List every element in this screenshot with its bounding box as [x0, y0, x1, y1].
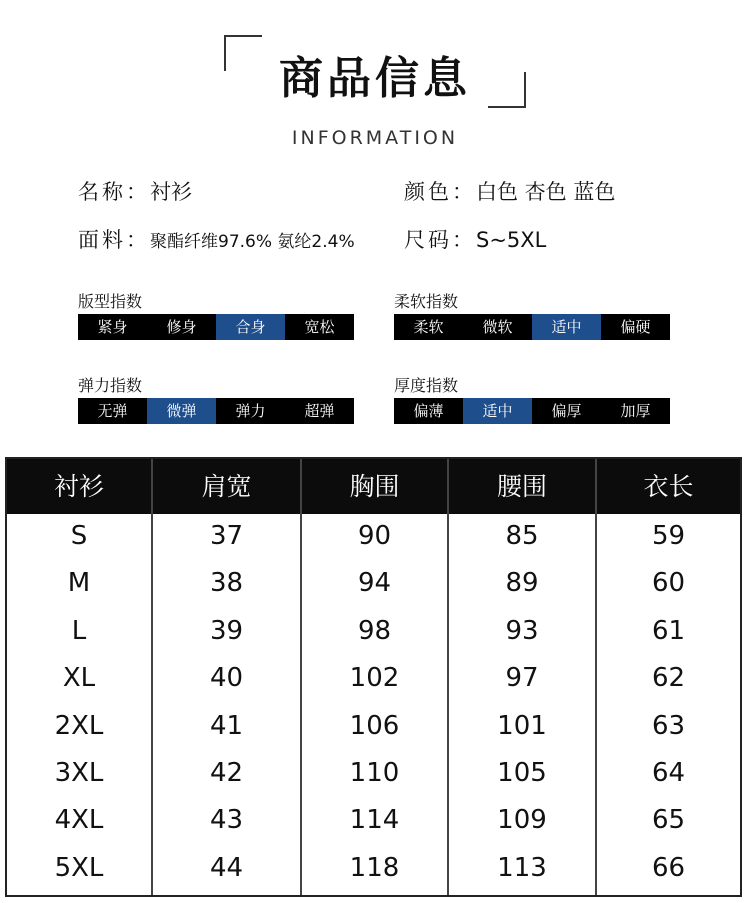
size-column	[7, 514, 153, 895]
table-cell: 102	[349, 663, 400, 694]
table-cell: 4XL	[54, 805, 104, 836]
size-table-header	[7, 459, 740, 514]
info-name-label: 名称：	[78, 180, 150, 204]
scale-elasticity-option: 微弹	[147, 398, 216, 424]
info-size	[404, 224, 546, 254]
table-cell: 110	[349, 757, 400, 788]
table-cell: 61	[651, 615, 686, 646]
table-cell: 101	[497, 710, 547, 741]
scale-fit-title: 版型指数	[78, 292, 143, 311]
table-cell: 90	[357, 521, 392, 551]
table-cell: 59	[651, 521, 686, 551]
scale-fit-bar	[78, 314, 354, 340]
table-cell: 40	[209, 663, 244, 694]
shoulder-column	[153, 514, 302, 895]
info-name-value: 衬衫	[150, 180, 192, 204]
size-table-body	[7, 514, 740, 895]
table-cell: 109	[497, 805, 547, 836]
table-cell: 39	[209, 615, 244, 646]
table-cell: 114	[349, 805, 400, 836]
info-size-label: 尺码：	[404, 228, 476, 252]
scale-fit-option: 紧身	[97, 318, 128, 336]
scale-elasticity-title: 弹力指数	[78, 376, 143, 395]
table-cell: 62	[651, 663, 686, 694]
table-cell: XL	[62, 663, 96, 694]
size-table	[5, 457, 742, 897]
table-cell: 106	[349, 710, 400, 741]
table-cell: 5XL	[54, 852, 104, 883]
table-cell: 64	[651, 757, 686, 788]
table-cell: 93	[505, 615, 539, 646]
info-size-value: S~5XL	[476, 228, 547, 252]
scale-elasticity-bar	[78, 398, 354, 424]
table-cell: 97	[505, 663, 539, 694]
table-cell: M	[67, 568, 91, 599]
scale-thickness-option: 适中	[463, 398, 532, 424]
info-fabric-label: 面料：	[78, 228, 150, 252]
table-cell: 44	[209, 852, 244, 883]
waist-column	[449, 514, 597, 895]
info-color-label: 颜色：	[404, 180, 476, 204]
scale-thickness-option: 偏厚	[551, 402, 582, 420]
table-cell: 63	[651, 710, 686, 741]
table-cell: 94	[357, 568, 392, 599]
scale-thickness-option: 偏薄	[413, 402, 444, 420]
header-cell-length: 衣长	[643, 472, 694, 501]
table-cell: 3XL	[54, 757, 104, 788]
table-cell: 85	[505, 521, 539, 551]
table-cell: 66	[651, 852, 686, 883]
scale-fit-option: 修身	[166, 318, 197, 336]
header-cell-shoulder: 肩宽	[153, 459, 302, 514]
info-color-value: 白色 杏色 蓝色	[476, 180, 616, 204]
scale-thickness-title: 厚度指数	[394, 376, 459, 395]
scale-elasticity-option: 无弹	[97, 402, 128, 420]
scale-softness-title: 柔软指数	[394, 292, 459, 311]
page-title: 商品信息	[279, 53, 471, 104]
scale-elasticity-option: 超弹	[304, 402, 335, 420]
table-cell: 37	[209, 521, 244, 551]
table-cell: 118	[349, 852, 400, 883]
scale-softness-option: 柔软	[413, 318, 444, 336]
scale-fit-option: 合身	[216, 314, 285, 340]
header-cell-shirt: 衬衫	[7, 459, 153, 514]
table-cell: 105	[497, 757, 547, 788]
table-cell: L	[71, 615, 87, 646]
table-cell: S	[70, 521, 88, 551]
info-fabric	[78, 224, 355, 254]
scale-thickness-option: 加厚	[620, 402, 651, 420]
table-cell: 2XL	[54, 710, 104, 741]
info-name	[78, 176, 192, 206]
table-cell: 65	[651, 805, 686, 836]
table-cell: 38	[209, 568, 244, 599]
chest-column	[302, 514, 449, 895]
info-color	[404, 176, 615, 206]
page-subtitle: INFORMATION	[291, 127, 459, 149]
header-cell-chest: 胸围	[302, 459, 449, 514]
scale-softness-option: 微软	[482, 318, 513, 336]
scale-fit-option: 宽松	[304, 318, 335, 336]
table-cell: 60	[651, 568, 686, 599]
table-cell: 43	[209, 805, 244, 836]
header-cell-waist: 腰围	[449, 459, 597, 514]
scale-softness-bar	[394, 314, 670, 340]
table-cell: 41	[209, 710, 244, 741]
scale-softness-option: 偏硬	[620, 318, 651, 336]
table-cell: 42	[209, 757, 244, 788]
scale-softness-option: 适中	[532, 314, 601, 340]
length-column	[597, 514, 740, 895]
scale-thickness-bar	[394, 398, 670, 424]
table-cell: 89	[505, 568, 539, 599]
table-cell: 113	[497, 852, 547, 883]
scale-elasticity-option: 弹力	[235, 402, 266, 420]
table-cell: 98	[357, 615, 392, 646]
info-fabric-value: 聚酯纤维97.6% 氨纶2.4%	[150, 232, 355, 252]
